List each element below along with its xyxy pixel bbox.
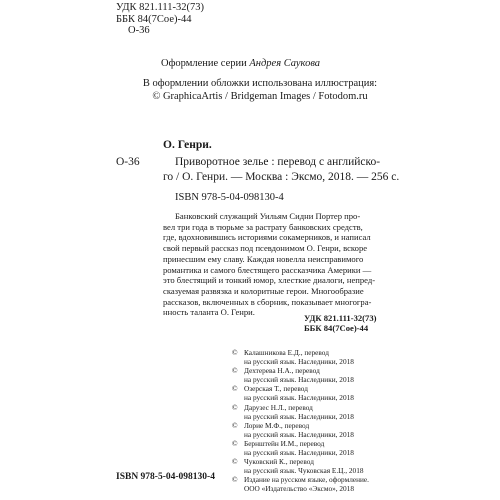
copyright-symbol: © <box>232 348 238 357</box>
copyright-line: на русский язык. Наследники, 2018 <box>244 411 354 421</box>
copyright-line: © Лорие М.Ф., перевод <box>232 420 310 430</box>
annotation-line: сказуемая развязка и колоритные герои. Многообразие <box>163 285 364 296</box>
annotation <box>163 211 391 318</box>
cover-illustration-credit <box>130 77 390 103</box>
author-name: О. Генри. <box>163 139 212 151</box>
copyright-line: © Озерская Т., перевод <box>232 384 308 394</box>
annotation-line: вел три года в тюрьме за растрату банковских средств, <box>163 221 363 232</box>
copyright-line: на русский язык. Наследники, 2018 <box>244 375 354 385</box>
isbn-footer: ISBN 978-5-04-098130-4 <box>116 472 215 482</box>
annotation-line: свой первый рассказ под псевдонимом О. Генри, вскоре <box>163 243 368 254</box>
udc-classification <box>304 313 376 333</box>
author-code: О-36 <box>128 25 150 36</box>
annotation-line: рассказов, включенных в сборник, показывает многогра- <box>163 296 372 307</box>
udc-code: УДК 821.111-32(73) <box>116 2 204 13</box>
annotation-line: это блестящий и тонкий юмор, хлесткие диалоги, непред- <box>163 275 376 286</box>
bbk-code: ББК 84(7Сое)-44 <box>116 13 192 25</box>
annotation-line: Банковский служащий Уильям Сидни Портер про- <box>175 211 361 221</box>
copyright-line: ООО «Издательство «Эксмо», 2018 <box>244 484 354 494</box>
bbk-code: ББК 84(7Сое)-44 <box>304 323 369 333</box>
copyright-symbol: © <box>232 475 238 485</box>
copyright-list <box>232 348 369 494</box>
copyright-line: на русский язык. Наследники, 2018 <box>244 429 354 439</box>
series-design-credit <box>161 58 320 69</box>
annotation-line: романтика и самого блестящего рассказчика Америки — <box>163 264 372 275</box>
udc-header <box>116 2 204 37</box>
copyright-line: © Чуковский К., перевод <box>232 457 314 467</box>
series-designer-name: Андрея Саукова <box>249 58 321 69</box>
catalog-entry <box>163 155 400 184</box>
udc-code: УДК 821.111-32(73) <box>304 313 377 323</box>
series-design-label: Оформление серии <box>161 58 247 69</box>
copyright-symbol: © <box>232 366 238 376</box>
cover-credit-line1: В оформлении обложки использована иллюстрация: <box>142 78 378 89</box>
copyright-line: © Бернштейн И.М., перевод <box>232 438 325 448</box>
copyright-line: © Калашникова Е.Д., перевод <box>232 348 329 357</box>
catalog-author-code: О-36 <box>116 156 140 168</box>
copyright-symbol: © <box>232 402 238 412</box>
annotation-line: где, вдохновившись историями сокамерников, и написал <box>163 232 371 243</box>
copyright-line: © Дарузес Н.Л., перевод <box>232 402 313 412</box>
catalog-line: го / О. Генри. — Москва : Эксмо, 2018. — 256 с. <box>163 170 400 183</box>
catalog-line: Приворотное зелье : перевод с английско- <box>175 156 381 168</box>
copyright-line: на русский язык. Наследники, 2018 <box>244 448 354 458</box>
copyright-line: на русский язык. Чуковская Е.Ц., 2018 <box>244 466 364 476</box>
copyright-symbol: © <box>232 420 238 430</box>
copyright-symbol: © <box>232 457 238 467</box>
copyright-line: на русский язык. Наследники, 2018 <box>244 393 354 403</box>
copyright-line: на русский язык. Наследники, 2018 <box>244 357 354 367</box>
annotation-line: нность таланта О. Генри. <box>163 307 255 318</box>
cover-credit-line2: © GraphicaArtis / Bridgeman Images / Fotodom.ru <box>152 91 368 102</box>
copyright-symbol: © <box>232 438 238 448</box>
copyright-symbol: © <box>232 384 238 394</box>
copyright-line: © Дехтерева Н.А., перевод <box>232 366 320 376</box>
copyright-line: © Издание на русском языке, оформление. <box>232 475 369 485</box>
annotation-line: принесшим ему славу. Каждая новелла неисправимого <box>163 253 364 264</box>
catalog-isbn: ISBN 978-5-04-098130-4 <box>175 192 284 203</box>
